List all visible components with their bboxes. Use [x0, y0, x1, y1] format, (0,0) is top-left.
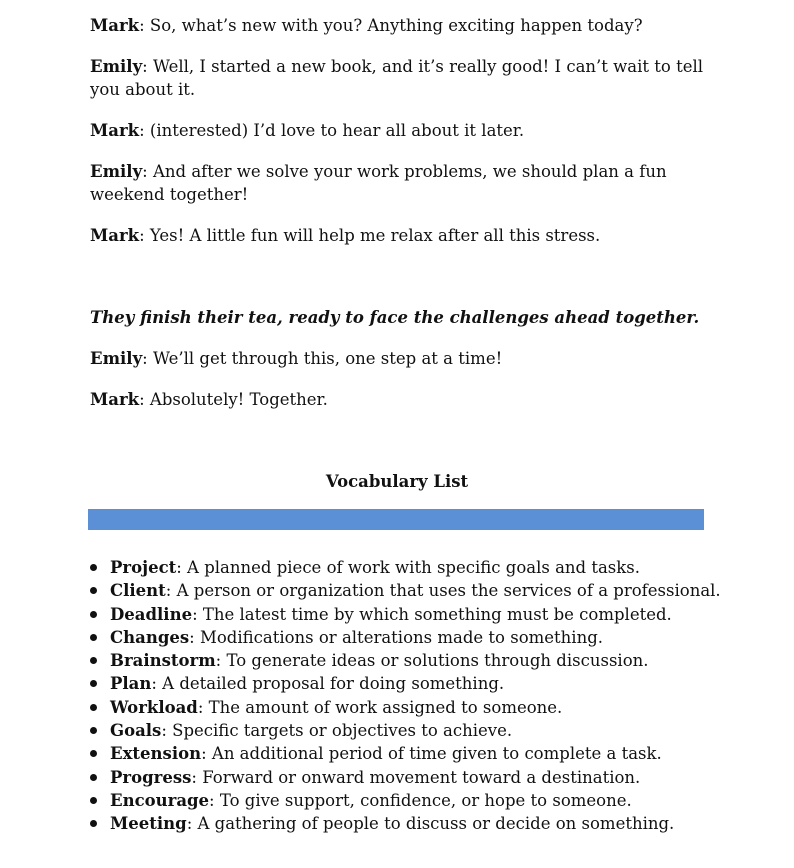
vocab-term: Extension: [110, 744, 202, 764]
vocab-definition: : A gathering of people to discuss or decide on something.: [186, 814, 675, 834]
bullet-icon: [90, 564, 97, 571]
vocab-term: Meeting: [110, 814, 187, 834]
vocab-definition: : To give support, confidence, or hope to someone.: [209, 790, 632, 810]
dialogue-text: : Yes! A little fun will help me relax after all this stress.: [139, 226, 601, 245]
bullet-icon: [90, 611, 97, 618]
list-item: [90, 719, 704, 742]
vocab-definition: : An additional period of time given to complete a task.: [201, 744, 662, 764]
document-page: [90, 14, 721, 836]
dialogue-line: [90, 119, 704, 142]
dialogue-text: : So, what’s new with you? Anything exciting happen today?: [139, 16, 643, 35]
bullet-icon: [90, 634, 97, 641]
vocab-definition: : The amount of work assigned to someone.: [197, 697, 563, 717]
vocab-definition: : Specific targets or objectives to achieve.: [161, 721, 513, 741]
stage-direction: They finish their tea, ready to face the challenges ahead together.: [90, 308, 700, 327]
vocab-definition: : Modifications or alterations made to something.: [189, 627, 604, 647]
bullet-icon: [90, 774, 97, 781]
dialogue-text: : We’ll get through this, one step at a time!: [142, 349, 503, 368]
bullet-icon: [90, 820, 97, 827]
vocab-definition: : A detailed proposal for doing something.: [151, 674, 505, 694]
list-item: [90, 603, 704, 626]
dialogue-text: : Absolutely! Together.: [139, 390, 328, 409]
list-item: [90, 789, 704, 812]
speaker-name: Emily: [90, 162, 143, 181]
dialogue-text: : Well, I started a new book, and it’s really good! I can’t wait to tell you about it.: [90, 57, 704, 99]
vocabulary-title: Vocabulary List: [325, 472, 469, 491]
vocab-term: Plan: [110, 674, 152, 694]
vocab-term: Progress: [110, 767, 192, 787]
vocabulary-header-bar: [88, 509, 704, 530]
list-item: [90, 556, 704, 579]
dialogue-line: [90, 388, 704, 411]
vocab-term: Goals: [110, 721, 162, 741]
list-item: [90, 626, 704, 649]
dialogue-line: [90, 14, 704, 37]
dialogue-line: [90, 224, 704, 247]
list-item: [90, 696, 704, 719]
bullet-icon: [90, 704, 97, 711]
vocab-term: Client: [110, 581, 166, 601]
vocabulary-list: [90, 556, 721, 836]
speaker-name: Emily: [90, 57, 143, 76]
bullet-icon: [90, 727, 97, 734]
vocab-term: Deadline: [110, 604, 193, 624]
bullet-icon: [90, 797, 97, 804]
speaker-name: Emily: [90, 349, 143, 368]
vocab-term: Brainstorm: [110, 651, 216, 671]
vocab-term: Project: [110, 558, 177, 577]
dialogue-line: [90, 347, 704, 370]
vocab-definition: : To generate ideas or solutions through discussion.: [215, 651, 649, 671]
list-item: [90, 672, 704, 695]
list-item: [90, 812, 704, 835]
dialogue-line: [90, 55, 704, 101]
dialogue-line: [90, 160, 704, 206]
list-item: [90, 742, 704, 765]
list-item: [90, 579, 721, 602]
bullet-icon: [90, 587, 97, 594]
vocab-term: Workload: [110, 697, 198, 717]
vocab-definition: : Forward or onward movement toward a destination.: [191, 767, 641, 787]
list-item: [90, 649, 704, 672]
speaker-name: Mark: [90, 390, 140, 409]
dialogue-text: : And after we solve your work problems, we should plan a fun weekend together!: [90, 162, 667, 204]
vocab-term: Changes: [110, 627, 190, 647]
list-item: [90, 766, 704, 789]
bullet-icon: [90, 680, 97, 687]
bullet-icon: [90, 657, 97, 664]
dialogue-text: : (interested) I’d love to hear all about it later.: [139, 121, 525, 140]
bullet-icon: [90, 750, 97, 757]
vocab-definition: : The latest time by which something must be completed.: [192, 604, 672, 624]
speaker-name: Mark: [90, 226, 140, 245]
speaker-name: Mark: [90, 121, 140, 140]
vocab-term: Encourage: [110, 790, 210, 810]
speaker-name: Mark: [90, 16, 140, 35]
vocab-definition: : A person or organization that uses the services of a professional.: [165, 581, 721, 601]
vocab-definition: : A planned piece of work with specific goals and tasks.: [176, 558, 640, 577]
